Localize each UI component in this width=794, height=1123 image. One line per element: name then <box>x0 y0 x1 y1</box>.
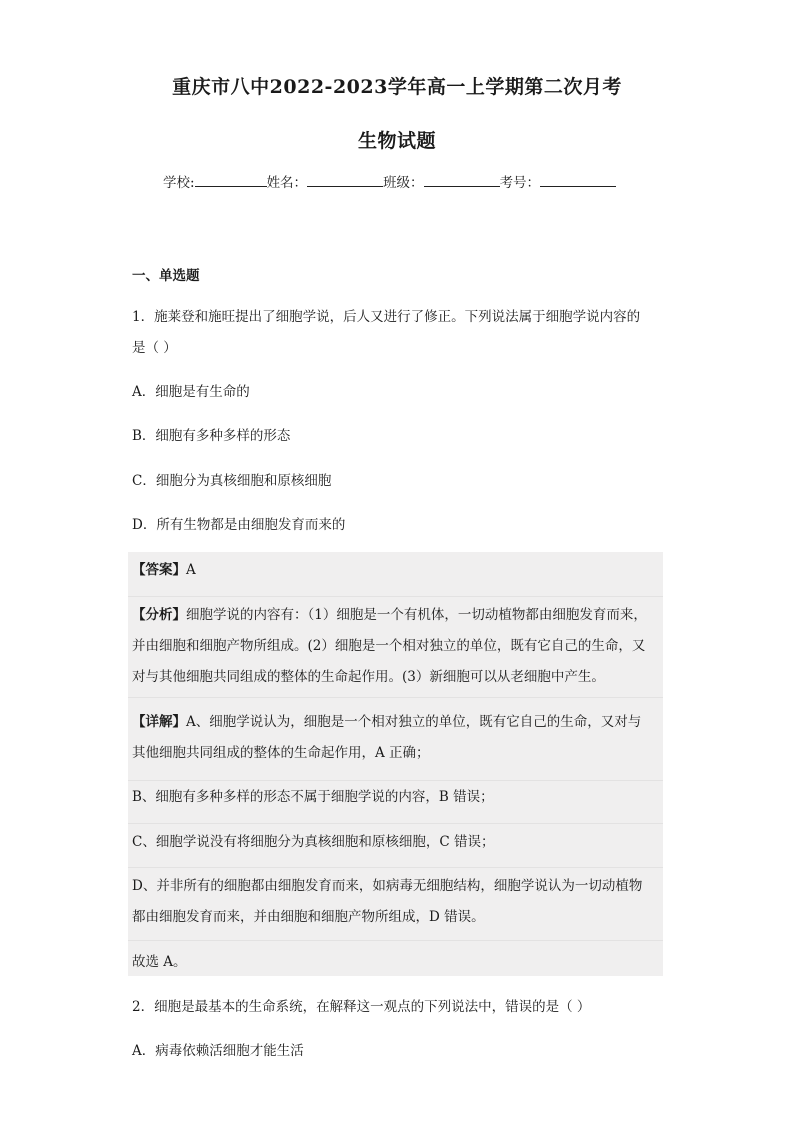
detail-line-6: 都由细胞发育而来，并由细胞和细胞产物所组成，D 错误。 <box>132 909 485 925</box>
student-info-line <box>163 171 616 191</box>
answer-divider <box>128 780 663 781</box>
answer-tag: 【答案】 <box>132 562 186 578</box>
detail-line-5: D、并非所有的细胞都由细胞发育而来，如病毒无细胞结构，细胞学说认为一切动植物 <box>132 878 643 894</box>
answer-divider <box>128 823 663 824</box>
answer-value: A <box>186 562 196 578</box>
detail-line-4: C、细胞学说没有将细胞分为真核细胞和原核细胞，C 错误； <box>132 834 495 850</box>
school-blank[interactable] <box>195 172 267 187</box>
q2-stem-line-1: 2．细胞是最基本的生命系统，在解释这一观点的下列说法中，错误的是（ ） <box>132 999 591 1015</box>
detail-line-2: 其他细胞共同组成的整体的生命起作用，A 正确； <box>132 745 430 761</box>
analysis-line-3: 对与其他细胞共同组成的整体的生命起作用。(3）新细胞可以从老细胞中产生。 <box>132 669 605 685</box>
page-title: 重庆市八中2022-2023学年高一上学期第二次月考 <box>172 76 622 98</box>
q2-option-a: A．病毒依赖活细胞才能生活 <box>132 1043 304 1059</box>
detail-line-3: B、细胞有多种多样的形态不属于细胞学说的内容，B 错误； <box>132 789 494 805</box>
section-heading: 一、单选题 <box>132 268 200 284</box>
answer-divider <box>128 596 663 597</box>
class-label: 班级： <box>383 175 424 191</box>
q1-option-b: B．细胞有多种多样的形态 <box>132 428 291 444</box>
conclusion-line: 故选 A。 <box>132 954 187 970</box>
class-blank[interactable] <box>424 172 500 187</box>
q1-option-a: A．细胞是有生命的 <box>132 384 250 400</box>
q1-stem-line-1: 1．施莱登和施旺提出了细胞学说，后人又进行了修正。下列说法属于细胞学说内容的 <box>132 309 641 325</box>
q1-option-c: C．细胞分为真核细胞和原核细胞 <box>132 473 332 489</box>
analysis-line-2: 并由细胞和细胞产物所组成。(2）细胞是一个相对独立的单位，既有它自己的生命，又 <box>132 638 646 654</box>
name-blank[interactable] <box>307 172 383 187</box>
answer-divider <box>128 867 663 868</box>
answer-divider <box>128 697 663 698</box>
detail-tag: 【详解】 <box>132 714 186 730</box>
detail-line-1 <box>132 713 641 731</box>
number-blank[interactable] <box>540 172 616 187</box>
answer-divider <box>128 940 663 941</box>
q1-stem-line-2: 是（ ） <box>132 340 177 356</box>
analysis-tag: 【分析】 <box>132 607 186 623</box>
school-label: 学校: <box>163 175 195 191</box>
page-subtitle: 生物试题 <box>357 130 436 152</box>
detail-text-1: A、细胞学说认为，细胞是一个相对独立的单位，既有它自己的生命，又对与 <box>186 714 642 730</box>
name-label: 姓名： <box>266 175 308 191</box>
number-label: 考号： <box>499 175 541 191</box>
analysis-line-1 <box>132 606 647 624</box>
q1-option-d: D．所有生物都是由细胞发育而来的 <box>132 517 346 533</box>
answer-line <box>132 561 196 579</box>
analysis-text-1: 细胞学说的内容有：（1）细胞是一个有机体，一切动植物都由细胞发育而来， <box>186 607 647 623</box>
